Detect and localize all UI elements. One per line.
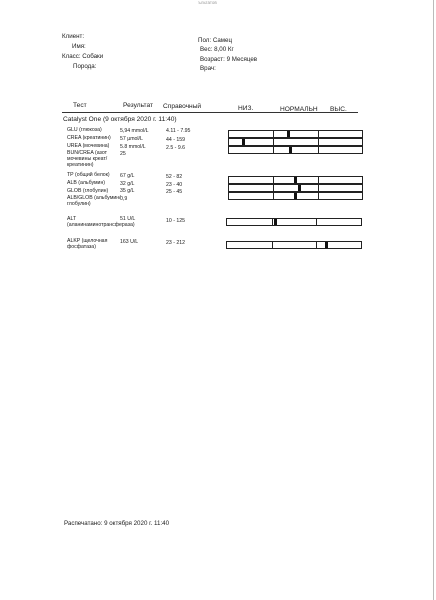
range-marker (298, 185, 301, 191)
row-result: 0,9 (120, 196, 128, 202)
range-marker (274, 219, 277, 225)
row-ref: 23 - 40 (166, 182, 183, 188)
row-result: 5.8 mmol/L (120, 144, 146, 150)
row-ref: 25 - 45 (166, 189, 183, 195)
doctor-label: Врач: (200, 65, 216, 72)
range-bar (228, 192, 363, 200)
row-ref: 10 - 125 (166, 218, 186, 224)
range-marker (287, 131, 290, 137)
row-ref: 4.11 - 7.95 (166, 128, 191, 134)
row-result: 32 g/L (120, 181, 135, 187)
weight-value: 8,00 Кг (214, 46, 234, 53)
range-bar (226, 218, 362, 226)
range-bar (228, 184, 363, 192)
col-normal: НОРМАЛЬН (280, 106, 318, 113)
row-test: ALT (аланинаминотрансфераза) (67, 216, 135, 229)
sex-label: Пол: (198, 37, 212, 44)
col-low: НИЗ. (238, 105, 254, 112)
range-marker (325, 242, 328, 248)
range-marker (294, 177, 297, 183)
col-test: Тест (73, 102, 87, 109)
row-result: 35 g/L (120, 188, 135, 194)
sex-value: Самец (212, 37, 233, 44)
row-result: 67 g/L (120, 173, 135, 179)
row-test: CREA (креатинин) (67, 135, 111, 141)
col-high: ВЫС. (330, 106, 347, 113)
row-result: 5,94 mmol/L (120, 128, 149, 134)
range-bar (226, 241, 362, 249)
breed-label: Порода: (73, 63, 97, 70)
row-test: BUN/CREA (азот мочевины креат/креатинин) (67, 150, 108, 169)
scan-header-fragment: ъльтатов (198, 0, 217, 5)
col-result: Результат (123, 102, 153, 109)
row-result: 25 (120, 151, 126, 157)
range-bar (228, 138, 363, 146)
age-label: Возраст: (200, 56, 225, 63)
age-field (200, 56, 257, 63)
weight-field (200, 46, 234, 53)
range-marker (294, 193, 297, 199)
col-reference: Справочный (163, 103, 202, 110)
range-bar (228, 130, 363, 138)
age-value: 9 Месяцев (226, 56, 258, 63)
sex-field (198, 37, 232, 44)
row-test: ALB/GLOB (альбумин/глобулин) (67, 195, 121, 208)
header-divider (62, 112, 358, 113)
row-result: 163 U/L (120, 239, 139, 245)
range-marker (242, 139, 245, 145)
name-label: Имя: (72, 43, 86, 50)
scan-edge-line (433, 0, 434, 600)
section-title: Catalyst One (9 октября 2020 г. 11:40) (63, 116, 177, 123)
client-label: Клиент: (62, 33, 85, 40)
range-marker (289, 147, 292, 153)
row-test: ALB (альбумин) (67, 180, 106, 186)
range-bar (228, 176, 363, 184)
row-test: GLOB (глобулин) (67, 188, 109, 194)
class-label: Класс: (62, 53, 81, 60)
range-bar (228, 146, 363, 154)
row-ref: 23 - 212 (166, 240, 186, 246)
row-test: ALKP (щелочная фосфатаза) (67, 238, 108, 251)
class-value: Собаки (82, 53, 104, 60)
row-ref: 44 - 159 (166, 137, 186, 143)
class-field (62, 53, 103, 60)
printed-timestamp: Распечатано: 9 октября 2020 г. 11:40 (64, 520, 170, 527)
row-ref: 52 - 82 (166, 174, 183, 180)
row-test: TP (общий белок) (67, 172, 110, 178)
weight-label: Вес: (200, 46, 213, 53)
row-result: 51 U/L (120, 216, 136, 222)
row-test: UREA (мочевина) (67, 143, 110, 149)
row-ref: 2.5 - 9.6 (166, 145, 186, 151)
row-test: GLU (глюкоза) (67, 127, 102, 133)
row-result: 57 µmol/L (120, 136, 143, 142)
